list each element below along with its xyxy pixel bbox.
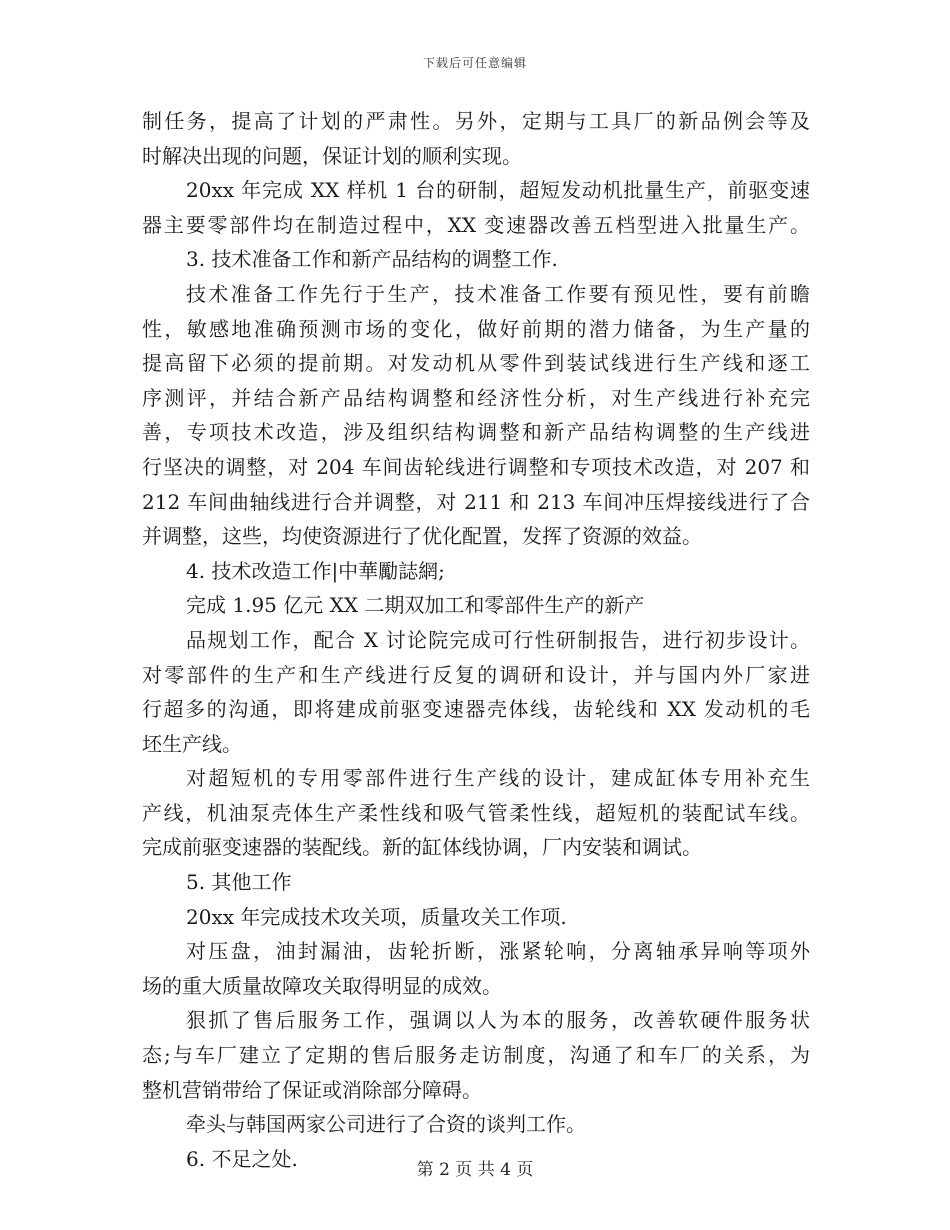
text-line: 器主要零部件均在制造过程中，XX 变速器改善五档型进入批量生产。 bbox=[142, 212, 810, 237]
text-line: 善，专项技术改造，涉及组织结构调整和新产品结构调整的生产线进 bbox=[142, 420, 810, 445]
text-line: 狠抓了售后服务工作，强调以人为本的服务，改善软硬件服务状 bbox=[186, 1008, 810, 1033]
text-line: 完成前驱变速器的装配线。新的缸体线协调，厂内安装和调试。 bbox=[142, 835, 702, 860]
text-line: 4. 技术改造工作|中華勵誌網; bbox=[186, 558, 445, 583]
text-line: 技术准备工作先行于生产，技术准备工作要有预见性，要有前瞻 bbox=[186, 281, 810, 306]
text-line: 性，敏感地准确预测市场的变化，做好前期的潜力储备，为生产量的 bbox=[142, 316, 810, 341]
text-line: 产线，机油泵壳体生产柔性线和吸气管柔性线，超短机的装配试车线。 bbox=[142, 800, 810, 825]
text-line: 完成 1.95 亿元 XX 二期双加工和零部件生产的新产 bbox=[186, 593, 645, 618]
text-line: 6. 不足之处. bbox=[186, 1146, 298, 1171]
page-footer: 第 2 页 共 4 页 bbox=[416, 1160, 534, 1180]
text-line: 态;与车厂建立了定期的售后服务走访制度，沟通了和车厂的关系，为 bbox=[142, 1043, 810, 1068]
text-line: 5. 其他工作 bbox=[186, 870, 292, 895]
text-line: 序测评，并结合新产品结构调整和经济性分析，对生产线进行补充完 bbox=[142, 385, 810, 410]
page-header: 下载后可任意编辑 bbox=[422, 56, 527, 70]
text-line: 提高留下必须的提前期。对发动机从零件到装试线进行生产线和逐工 bbox=[142, 351, 810, 376]
text-line: 牵头与韩国两家公司进行了合资的谈判工作。 bbox=[186, 1112, 586, 1137]
text-line: 对零部件的生产和生产线进行反复的调研和设计，并与国内外厂家进 bbox=[142, 662, 810, 687]
text-line: 20xx 年完成 XX 样机 1 台的研制，超短发动机批量生产，前驱变速 bbox=[186, 178, 810, 203]
text-line: 制任务，提高了计划的严肃性。另外，定期与工具厂的新品例会等及 bbox=[142, 109, 810, 133]
text-line: 整机营销带给了保证或消除部分障碍。 bbox=[142, 1077, 482, 1102]
text-line: 时解决出现的问题，保证计划的顺利实现。 bbox=[142, 143, 522, 168]
text-line: 场的重大质量故障攻关取得明显的成效。 bbox=[142, 973, 502, 998]
text-line: 对超短机的专用零部件进行生产线的设计，建成缸体专用补充生 bbox=[186, 766, 810, 791]
text-line: 行坚决的调整，对 204 车间齿轮线进行调整和专项技术改造，对 207 和 bbox=[142, 454, 810, 479]
text-line: 212 车间曲轴线进行合并调整，对 211 和 213 车间冲压焊接线进行了合 bbox=[142, 489, 810, 514]
text-line: 品规划工作，配合 X 讨论院完成可行性研制报告，进行初步设计。 bbox=[186, 627, 810, 652]
text-line: 20xx 年完成技术攻关项，质量攻关工作项. bbox=[186, 904, 567, 929]
text-line: 对压盘，油封漏油，齿轮折断，涨紧轮响，分离轴承异响等项外 bbox=[186, 939, 810, 964]
text-line: 并调整，这些，均使资源进行了优化配置，发挥了资源的效益。 bbox=[142, 524, 702, 549]
document-body bbox=[142, 104, 810, 1176]
text-line: 行超多的沟通，即将建成前驱变速器壳体线，齿轮线和 XX 发动机的毛 bbox=[142, 697, 810, 722]
text-line: 3. 技术准备工作和新产品结构的调整工作. bbox=[186, 247, 558, 272]
text-line: 坯生产线。 bbox=[142, 731, 242, 756]
